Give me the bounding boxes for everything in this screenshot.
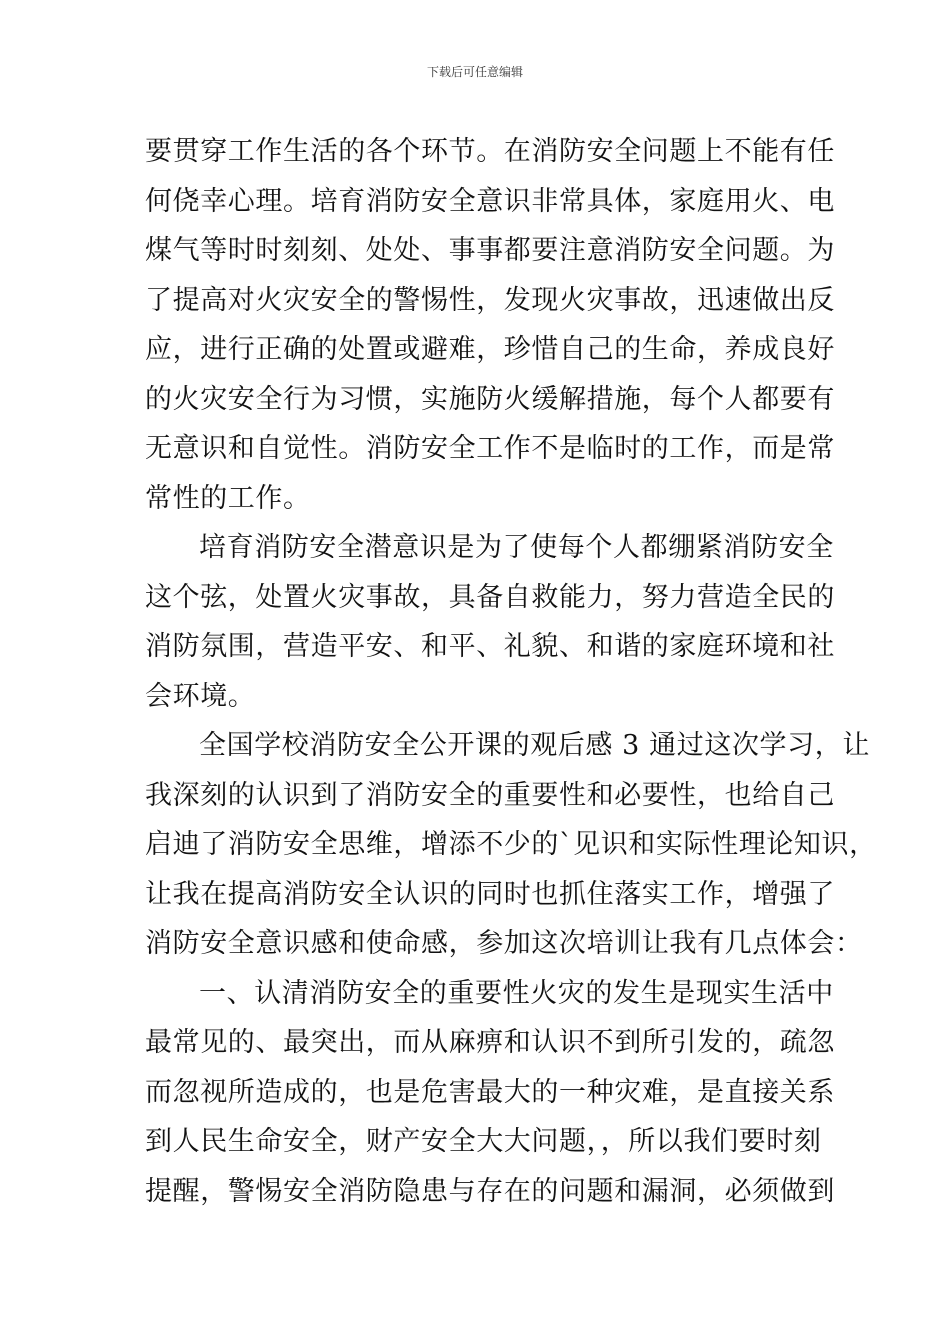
text-line: 无意识和自觉性。消防安全工作不是临时的工作，而是常 bbox=[145, 433, 835, 464]
text-line: 提醒，警惕安全消防隐患与存在的问题和漏洞，必须做到 bbox=[145, 1175, 835, 1207]
page-header: 下载后可任意编辑 bbox=[426, 65, 523, 79]
text-line: 煤气等时时刻刻、处处、事事都要注意消防安全问题。为 bbox=[145, 235, 835, 266]
text-line: 这个弦，处置火灾事故，具备自救能力，努力营造全民的 bbox=[145, 581, 835, 613]
paragraph-4 bbox=[145, 969, 835, 1217]
text-line: 会环境。 bbox=[145, 680, 256, 712]
text-line: 而忽视所造成的，也是危害最大的一种灾难，是直接关系 bbox=[145, 1076, 835, 1108]
text-line: 全国学校消防安全公开课的观后感 3 通过这次学习，让 bbox=[199, 730, 870, 761]
text-line: 常性的工作。 bbox=[145, 482, 311, 514]
text-line: 一、认清消防安全的重要性火灾的发生是现实生活中 bbox=[199, 977, 834, 1009]
paragraph-3 bbox=[145, 721, 877, 969]
text-line: 消防氛围，营造平安、和平、礼貌、和谐的家庭环境和社 bbox=[145, 631, 835, 662]
paragraph-1 bbox=[145, 127, 835, 523]
text-line: 要贯穿工作生活的各个环节。在消防安全问题上不能有任 bbox=[145, 136, 835, 167]
text-line: 到人民生命安全，财产安全大大问题，，所以我们要时刻 bbox=[145, 1126, 822, 1157]
text-line: 消防安全意识感和使命感，参加这次培训让我有几点体会： bbox=[145, 928, 863, 959]
document-body bbox=[145, 127, 877, 1216]
text-line: 培育消防安全潜意识是为了使每个人都绷紧消防安全 bbox=[199, 532, 834, 563]
text-line: 最常见的、最突出，而从麻痹和认识不到所引发的，疏忽 bbox=[145, 1027, 835, 1058]
text-line: 我深刻的认识到了消防安全的重要性和必要性，也给自己 bbox=[145, 779, 835, 811]
text-line: 了提高对火灾安全的警惕性，发现火灾事故，迅速做出反 bbox=[145, 284, 835, 316]
text-line: 让我在提高消防安全认识的同时也抓住落实工作，增强了 bbox=[145, 878, 835, 910]
text-line: 的火灾安全行为习惯，实施防火缓解措施，每个人都要有 bbox=[145, 383, 835, 415]
paragraph-2 bbox=[145, 523, 835, 721]
text-line: 启迪了消防安全思维，增添不少的`见识和实际性理论知识， bbox=[145, 829, 877, 860]
text-line: 应，进行正确的处置或避难，珍惜自己的生命，养成良好 bbox=[145, 334, 835, 365]
text-line: 何侥幸心理。培育消防安全意识非常具体，家庭用火、电 bbox=[145, 185, 835, 217]
